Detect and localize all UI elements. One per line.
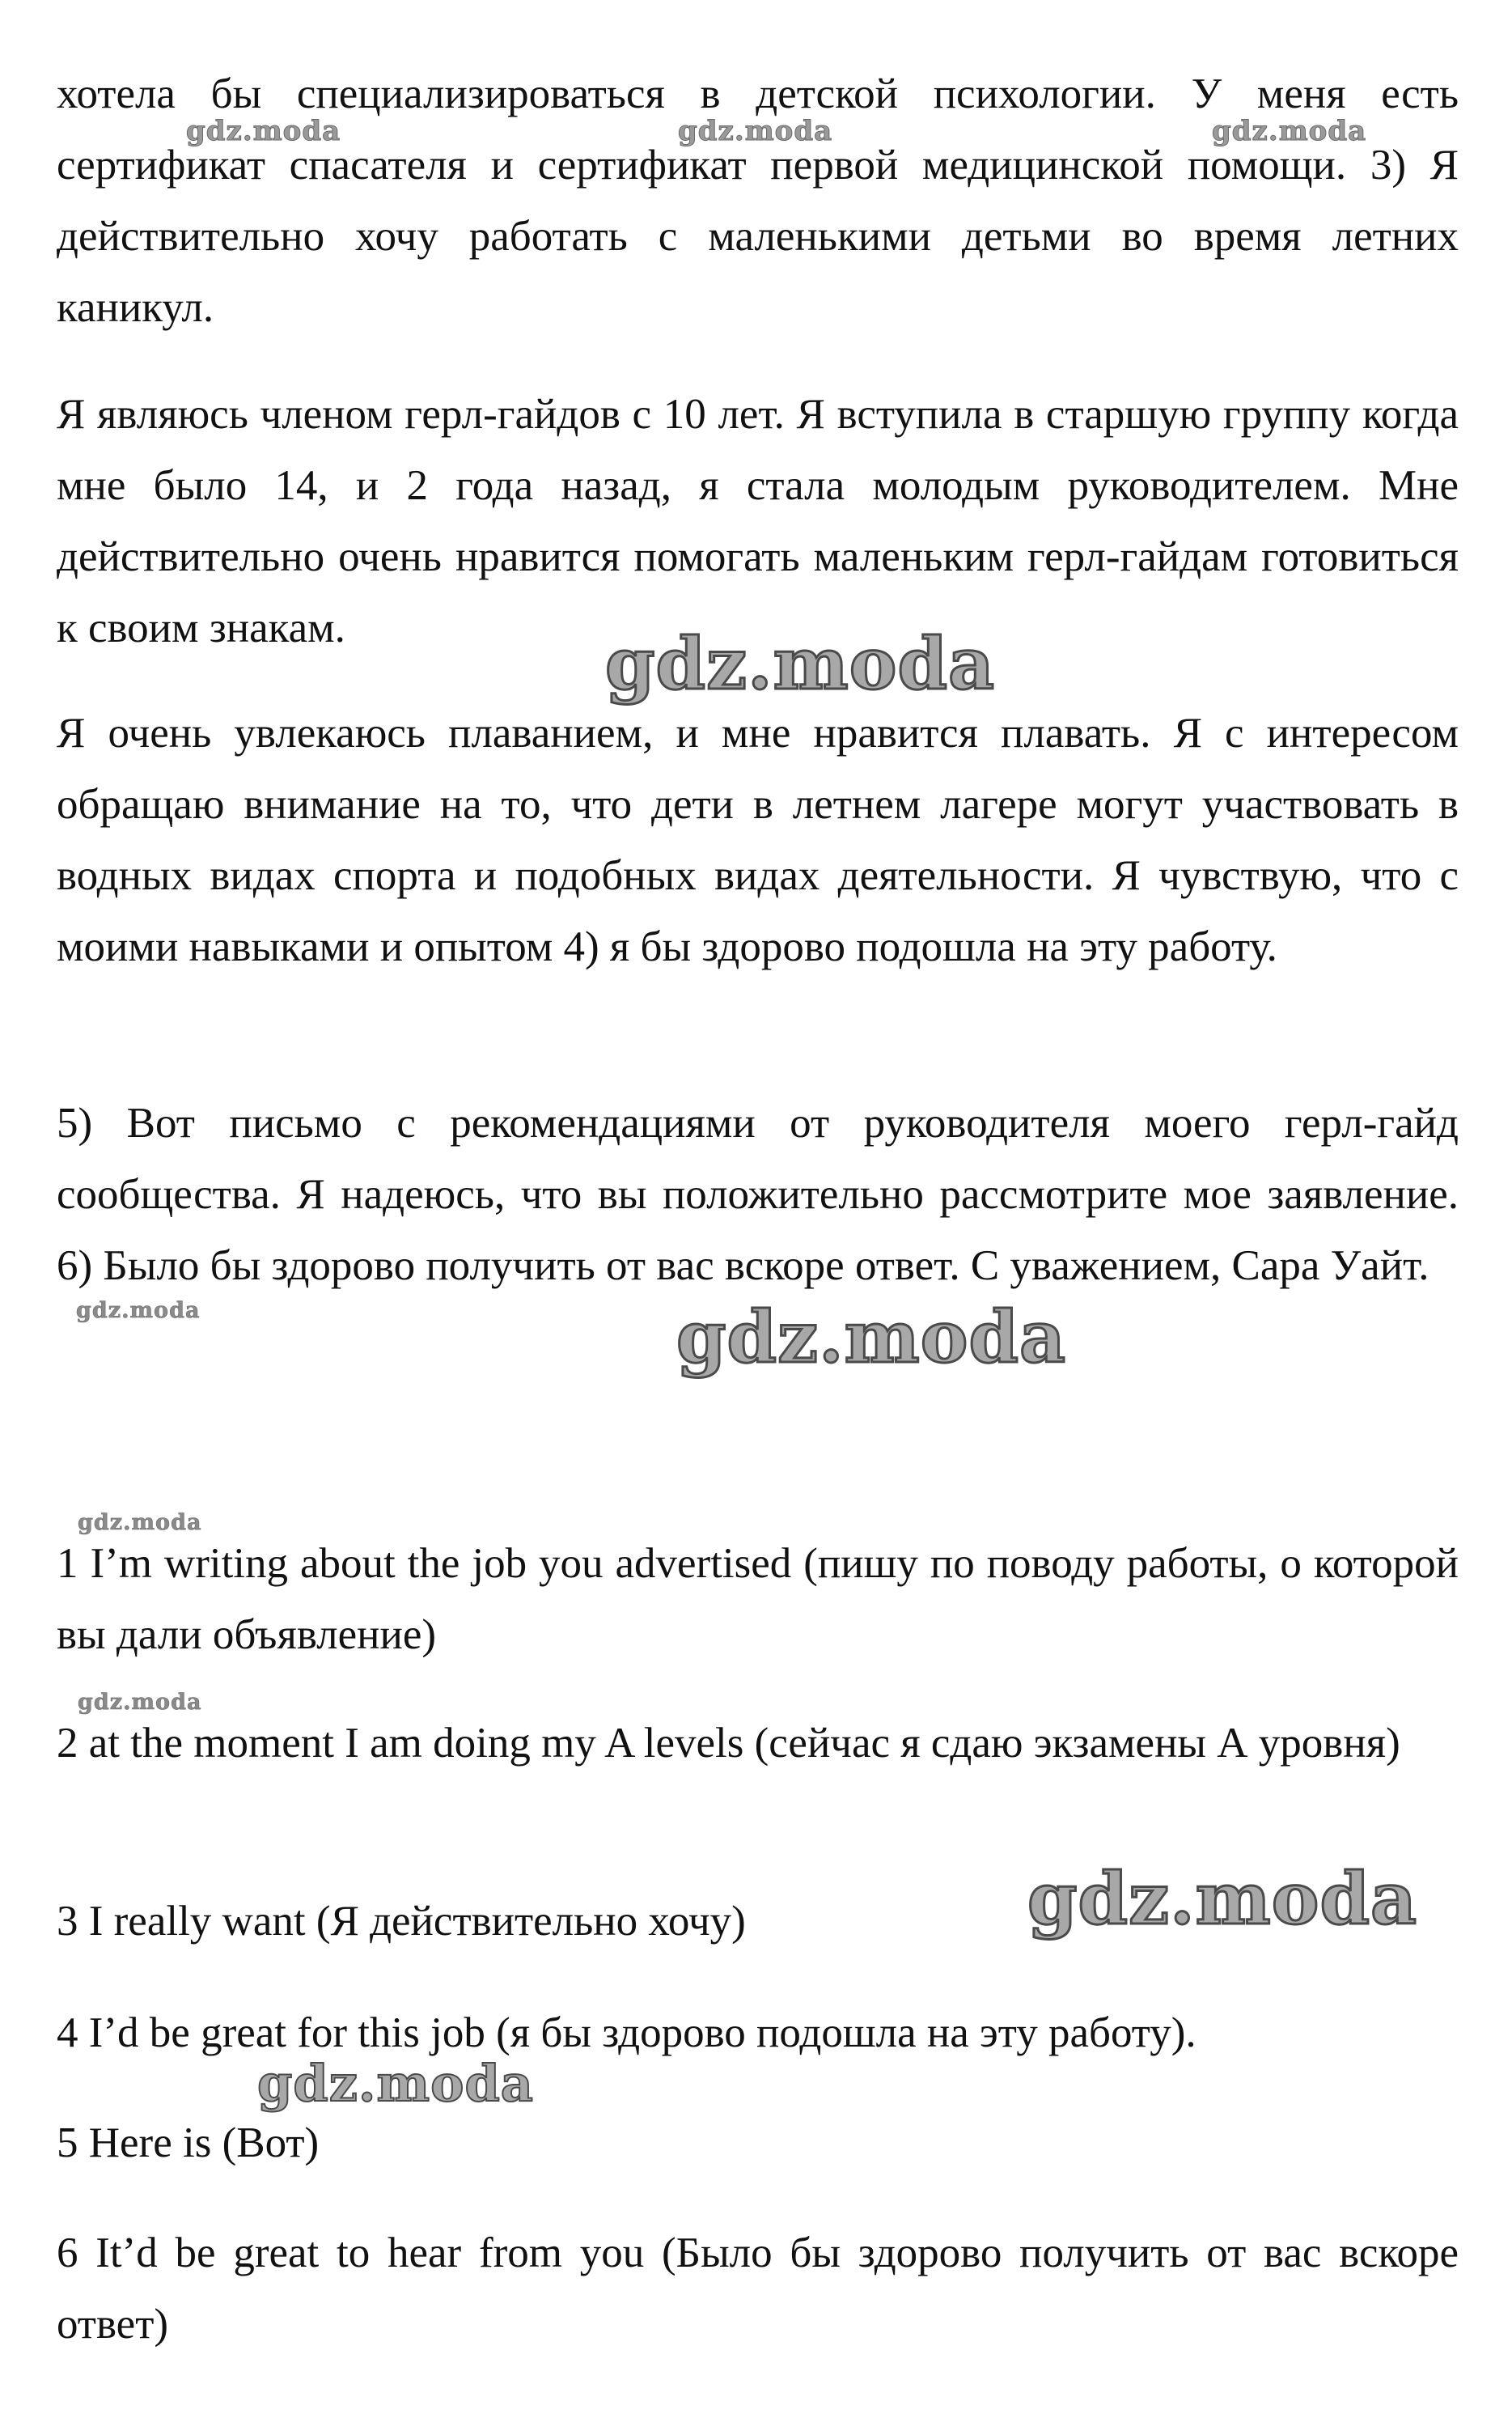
- watermark-7: gdz.moda: [78, 1510, 202, 1535]
- answer-1: 1 I’m writing about the job you advertised (пишу по поводу работы, о которой вы дали объявление): [57, 1540, 1459, 1658]
- watermark-2: gdz.moda: [678, 115, 833, 147]
- answer-2: 2 at the moment I am doing my A levels (сейчас я сдаю экзамены А уровня): [57, 1720, 1400, 1767]
- paragraph-3: Я очень увлекаюсь плаванием, и мне нравится плавать. Я с интересом обращаю внимание на то, что дети в летнем лагере могут участвовать в водных видах спорта и подобных видах деятельности. Я чувствую, что с моими навыками и опытом 4) я бы здорово подошла на эту работу.: [57, 710, 1459, 970]
- answer-5: 5 Here is (Вот): [57, 2119, 320, 2166]
- paragraph-2: Я являюсь членом герл-гайдов с 10 лет. Я вступила в старшую группу когда мне было 14, и 2 года назад, я стала молодым руководителем. Мне действительно очень нравится помогать маленьким герл-гайдам готовиться к своим знакам.: [57, 391, 1459, 651]
- watermark-4: gdz.moda: [605, 621, 996, 706]
- watermark-9: gdz.moda: [1027, 1856, 1418, 1941]
- answer-6: 6 It’d be great to hear from you (Было бы здорово получить от вас вскоре ответ): [57, 2229, 1459, 2348]
- paragraph-4: 5) Вот письмо с рекомендациями от руководителя моего герл-гайд сообщества. Я надеюсь, что вы положительно рассмотрите мое заявление. 6) Было бы здорово получить от вас вскоре ответ. С уважением, Сара Уайт.: [57, 1100, 1459, 1289]
- answer-4: 4 I’d be great for this job (я бы здорово подошла на эту работу).: [57, 2009, 1196, 2056]
- answer-3: 3 I really want (Я действительно хочу): [57, 1898, 746, 1945]
- watermark-1: gdz.moda: [186, 115, 341, 147]
- watermark-5: gdz.moda: [76, 1298, 201, 1323]
- watermark-8: gdz.moda: [78, 1690, 202, 1715]
- watermark-10: gdz.moda: [257, 2054, 534, 2113]
- watermark-6: gdz.moda: [676, 1295, 1067, 1379]
- paragraph-1: хотела бы специализироваться в детской психологии. У меня есть сертификат спасателя и сертификат первой медицинской помощи. 3) Я действительно хочу работать с маленькими детьми во время летних каникул.: [57, 70, 1459, 331]
- watermark-3: gdz.moda: [1212, 115, 1367, 147]
